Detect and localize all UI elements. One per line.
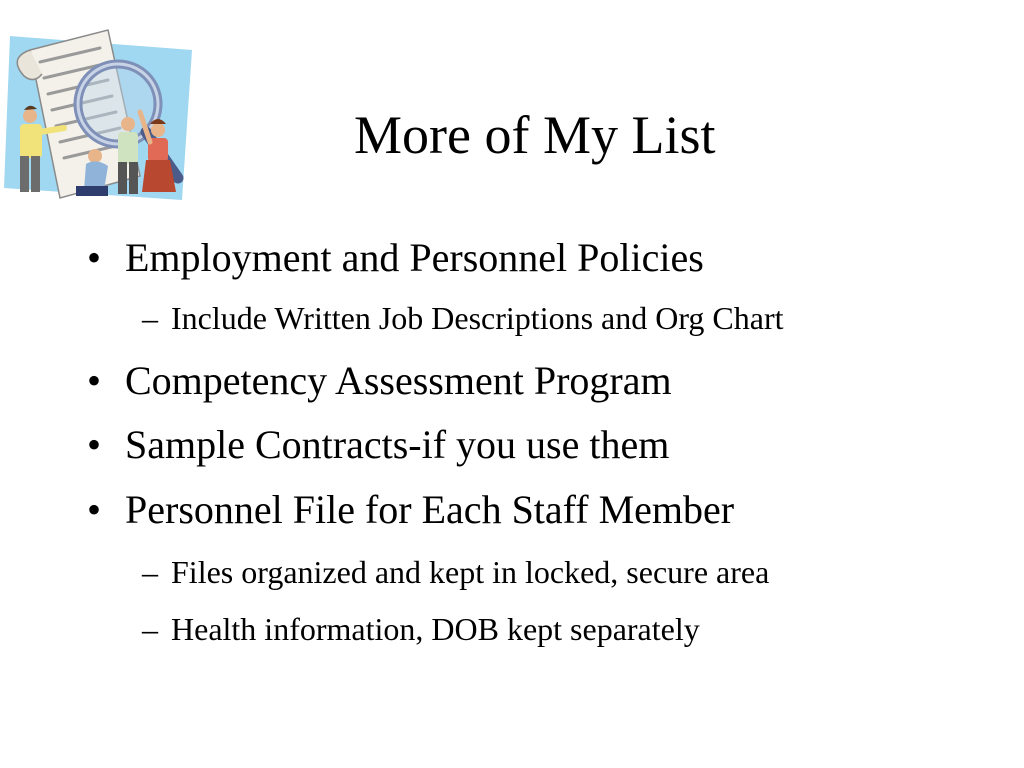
bullet-text: Employment and Personnel Policies bbox=[125, 235, 704, 280]
bullet-marker: • bbox=[87, 487, 102, 532]
bullet-text: Competency Assessment Program bbox=[125, 358, 672, 403]
bullet-marker: • bbox=[87, 358, 102, 403]
sub-bullet-item-health-information bbox=[142, 609, 700, 649]
sub-bullet-item-job-descriptions bbox=[142, 298, 784, 338]
bullet-item-personnel-file bbox=[87, 486, 735, 534]
bullet-text: Personnel File for Each Staff Member bbox=[125, 487, 735, 532]
bullet-item-sample-contracts bbox=[87, 421, 670, 469]
bullet-marker: • bbox=[87, 422, 102, 467]
bullet-text: Sample Contracts-if you use them bbox=[125, 422, 670, 467]
sub-bullet-item-files-organized bbox=[142, 552, 770, 592]
sub-bullet-text: Health information, DOB kept separately bbox=[171, 611, 700, 647]
bullet-item-employment-policies bbox=[87, 234, 704, 282]
sub-bullet-marker: – bbox=[142, 300, 158, 336]
sub-bullet-text: Files organized and kept in locked, secure area bbox=[171, 554, 770, 590]
bullet-marker: • bbox=[87, 235, 102, 280]
bullet-item-competency-assessment bbox=[87, 357, 672, 405]
slide-title: More of My List bbox=[354, 105, 716, 165]
sub-bullet-marker: – bbox=[142, 554, 158, 590]
sub-bullet-marker: – bbox=[142, 611, 158, 647]
sub-bullet-text: Include Written Job Descriptions and Org Chart bbox=[171, 300, 784, 336]
